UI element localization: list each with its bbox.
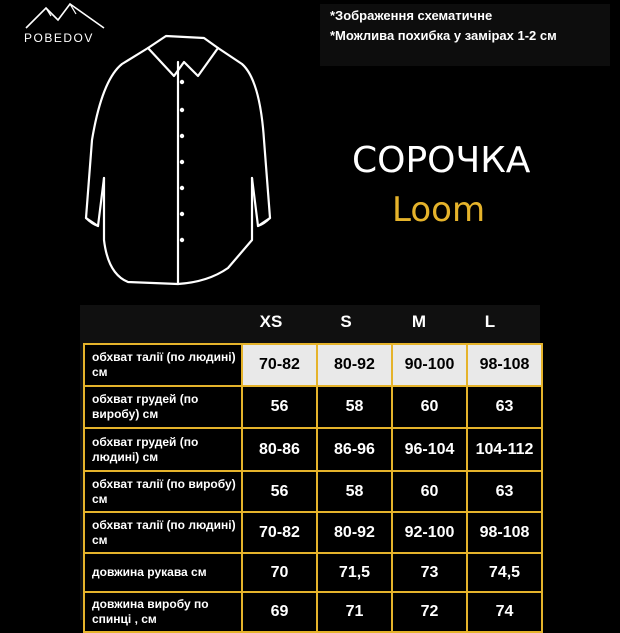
table-cell: 86-96 — [317, 428, 392, 471]
table-row — [84, 428, 542, 471]
table-cell: 96-104 — [392, 428, 467, 471]
table-cell: 71 — [317, 592, 392, 632]
row-label: довжина виробу по спинці , см — [84, 592, 242, 632]
table-cell: 70 — [242, 553, 317, 592]
table-cell: 80-92 — [317, 344, 392, 386]
table-cell: 58 — [317, 386, 392, 428]
shirt-sketch — [78, 30, 278, 292]
table-cell: 63 — [467, 386, 542, 428]
row-label: обхват грудей (по виробу) см — [84, 386, 242, 428]
size-table — [83, 343, 543, 633]
notes-box — [320, 4, 610, 66]
table-cell: 63 — [467, 471, 542, 512]
row-label: обхват талії (по людині) см — [84, 344, 242, 386]
size-header-m: M — [411, 312, 427, 331]
table-cell: 74 — [467, 592, 542, 632]
table-cell: 73 — [392, 553, 467, 592]
table-cell: 80-92 — [317, 512, 392, 553]
row-label: обхват грудей (по людині) см — [84, 428, 242, 471]
size-header-l: L — [484, 312, 496, 331]
table-cell: 69 — [242, 592, 317, 632]
table-cell: 80-86 — [242, 428, 317, 471]
table-cell: 56 — [242, 471, 317, 512]
table-row — [84, 344, 542, 386]
table-cell: 60 — [392, 386, 467, 428]
table-row — [84, 553, 542, 592]
table-cell: 92-100 — [392, 512, 467, 553]
table-cell: 60 — [392, 471, 467, 512]
table-cell: 104-112 — [467, 428, 542, 471]
table-row — [84, 386, 542, 428]
size-header-xs: XS — [259, 312, 283, 331]
table-cell: 72 — [392, 592, 467, 632]
table-row — [84, 471, 542, 512]
brand-name: POBEDOV — [24, 31, 94, 45]
size-header-s: S — [340, 312, 352, 331]
table-cell: 98-108 — [467, 512, 542, 553]
row-label: довжина рукава см — [84, 553, 242, 592]
table-cell: 58 — [317, 471, 392, 512]
mountains-icon — [24, 2, 106, 30]
table-cell: 71,5 — [317, 553, 392, 592]
table-cell: 70-82 — [242, 512, 317, 553]
row-label: обхват талії (по виробу) см — [84, 471, 242, 512]
table-cell: 74,5 — [467, 553, 542, 592]
table-cell: 56 — [242, 386, 317, 428]
note-schematic: *Зображення схематичне — [330, 8, 493, 23]
table-cell: 90-100 — [392, 344, 467, 386]
note-tolerance: *Можлива похибка у замірах 1-2 см — [330, 28, 557, 43]
table-cell: 98-108 — [467, 344, 542, 386]
table-row — [84, 592, 542, 632]
table-row — [84, 512, 542, 553]
row-label: обхват талії (по людині) см — [84, 512, 242, 553]
table-cell: 70-82 — [242, 344, 317, 386]
product-title: СОРОЧКА — [352, 140, 531, 181]
product-name: Loom — [392, 190, 486, 230]
